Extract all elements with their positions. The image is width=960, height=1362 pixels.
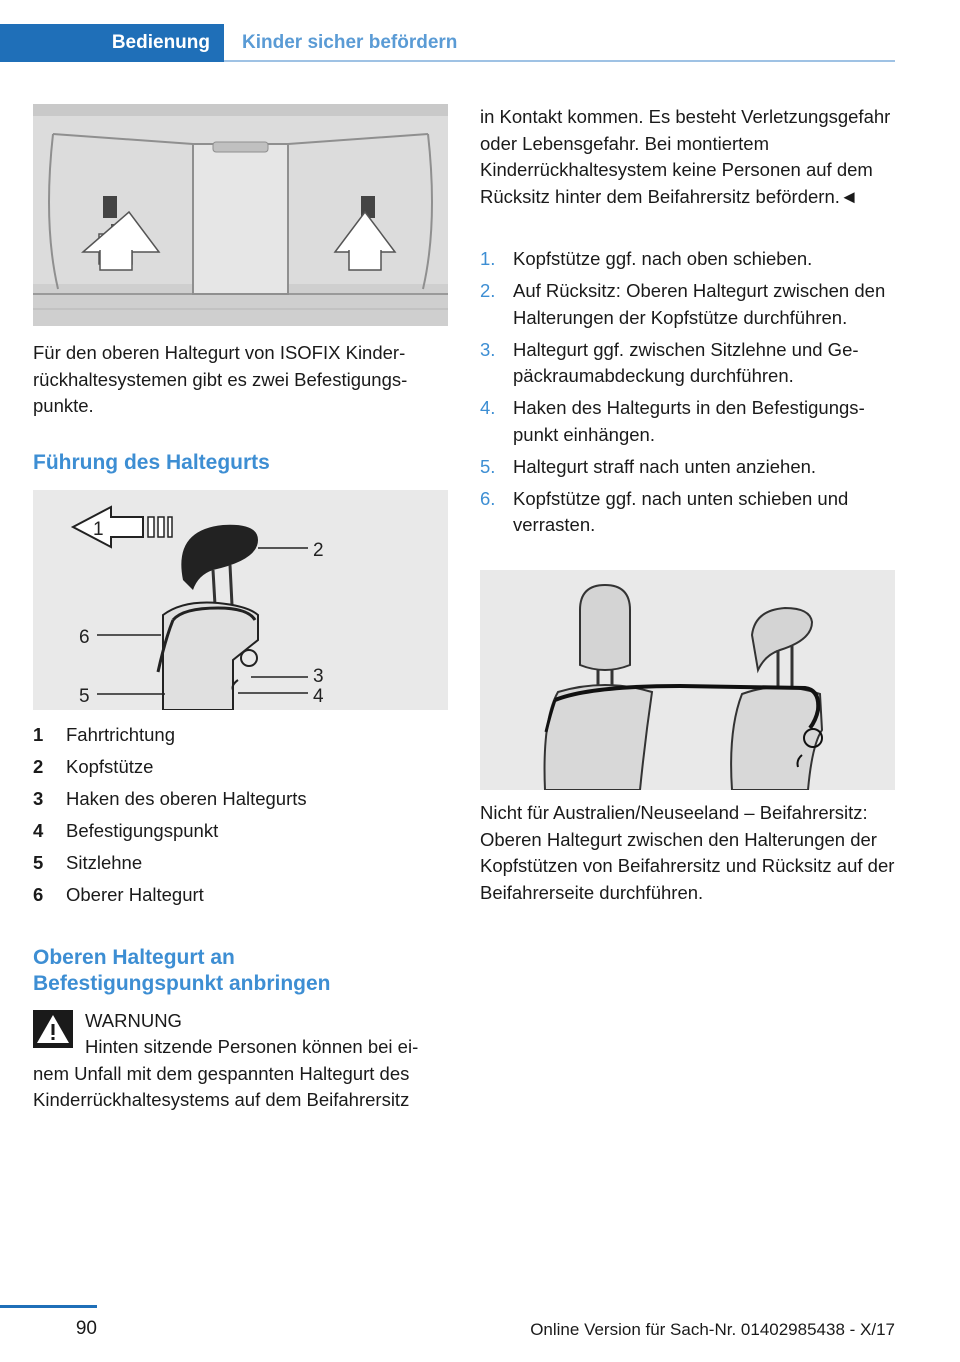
warning-continued: in Kontakt kommen. Es besteht Verletzungsgefahr oder Lebensgefahr. Bei montiertem Kinderrückhaltesystem keine Personen auf dem Rücksitz hinter dem Beifahrersitz befördern.◄	[480, 106, 891, 207]
intro-paragraph: Für den oberen Haltegurt von ISOFIX Kinderrückhaltesystemen gibt es zwei Befestigungspunkte.	[33, 342, 408, 416]
online-version-note: Online Version für Sach-Nr. 01402985438 - X/17	[530, 1320, 895, 1339]
step-text: Kopfstütze ggf. nach unten schieben und verrasten.	[513, 487, 849, 535]
heading-anbringen	[33, 945, 448, 997]
tab-kinder-sicher-befoerdern[interactable]: Kinder sicher befördern	[242, 32, 458, 53]
figure-label-1: 1	[93, 519, 104, 540]
step-text: Haltegurt straff nach unten anziehen.	[513, 455, 817, 477]
legend-item	[33, 786, 448, 818]
legend-text: Oberer Haltegurt	[66, 884, 204, 905]
headrest-illustration	[33, 490, 448, 710]
heading-line-1: Oberen Haltegurt an	[33, 946, 235, 969]
step-number: 2.	[480, 280, 496, 301]
legend-number: 5	[33, 852, 44, 873]
step-item	[480, 395, 898, 448]
step-text: Haken des Haltegurts in den Befestigungspunkt einhängen.	[513, 397, 865, 445]
legend-text: Sitzlehne	[66, 852, 143, 873]
figure-label-2: 2	[313, 540, 324, 561]
legend-item	[33, 850, 448, 882]
step-item	[480, 246, 898, 273]
page-number: 90	[75, 1318, 97, 1339]
header-tabbar	[0, 24, 895, 62]
trunk-anchor-points-figure	[33, 104, 448, 326]
step-number: 4.	[480, 397, 496, 418]
legend-text: Kopfstütze	[66, 756, 154, 777]
footer-accent-line	[0, 1305, 97, 1308]
step-item	[480, 337, 898, 390]
step-number: 3.	[480, 338, 496, 360]
warning-text: Hinten sitzende Personen können bei einem Unfall mit dem gespannten Haltegurt des Kinderrückhaltesystems auf dem Beifahrersitz	[33, 1036, 419, 1110]
two-seats-illustration	[480, 570, 895, 790]
figure-label-4: 4	[313, 686, 324, 707]
tab-bedienung[interactable]: Bedienung	[0, 24, 224, 62]
step-item	[480, 486, 898, 539]
heading-line-2: Befestigungspunkt anbringen	[33, 972, 331, 995]
steps-list	[480, 246, 898, 544]
legend-number: 6	[33, 884, 44, 905]
legend-item	[33, 722, 448, 754]
legend-text: Fahrtrichtung	[66, 724, 175, 745]
step-number: 5.	[480, 455, 496, 477]
belt-routing-figure	[33, 490, 448, 710]
figure-label-3: 3	[313, 666, 324, 687]
legend-number: 3	[33, 788, 44, 809]
figure-legend	[33, 722, 448, 914]
step-text: Kopfstütze ggf. nach oben schieben.	[513, 248, 813, 269]
legend-item	[33, 818, 448, 850]
legend-text: Befestigungspunkt	[66, 820, 219, 841]
step-item	[480, 454, 898, 481]
step-number: 1.	[480, 248, 496, 269]
figure-label-6: 6	[79, 627, 90, 648]
legend-number: 2	[33, 756, 44, 777]
two-seats-belt-figure	[480, 570, 895, 790]
trunk-illustration	[33, 104, 448, 326]
step-item	[480, 278, 898, 331]
heading-fuehrung: Führung des Haltegurts	[33, 451, 270, 474]
figure-label-5: 5	[79, 686, 90, 707]
legend-item	[33, 754, 448, 786]
step-text: Auf Rücksitz: Oberen Haltegurt zwischen den Halterungen der Kopfstütze durchführen.	[513, 280, 886, 328]
step-text: Haltegurt ggf. zwischen Sitzlehne und Gepäckraumabdeckung durchführen.	[513, 338, 859, 386]
header-divider	[224, 60, 895, 62]
legend-number: 4	[33, 820, 44, 841]
warning-title: WARNUNG	[85, 1010, 182, 1031]
step-number: 6.	[480, 487, 496, 509]
legend-text: Haken des oberen Haltegurts	[66, 788, 307, 809]
legend-number: 1	[33, 724, 44, 745]
note-paragraph: Nicht für Australien/Neuseeland – Beifahrersitz: Oberen Haltegurt zwischen den Halterungen der Kopfstützen von Beifahrersitz und Rücksitz auf der Beifahrerseite durchführen.	[480, 802, 895, 903]
legend-item	[33, 882, 448, 914]
